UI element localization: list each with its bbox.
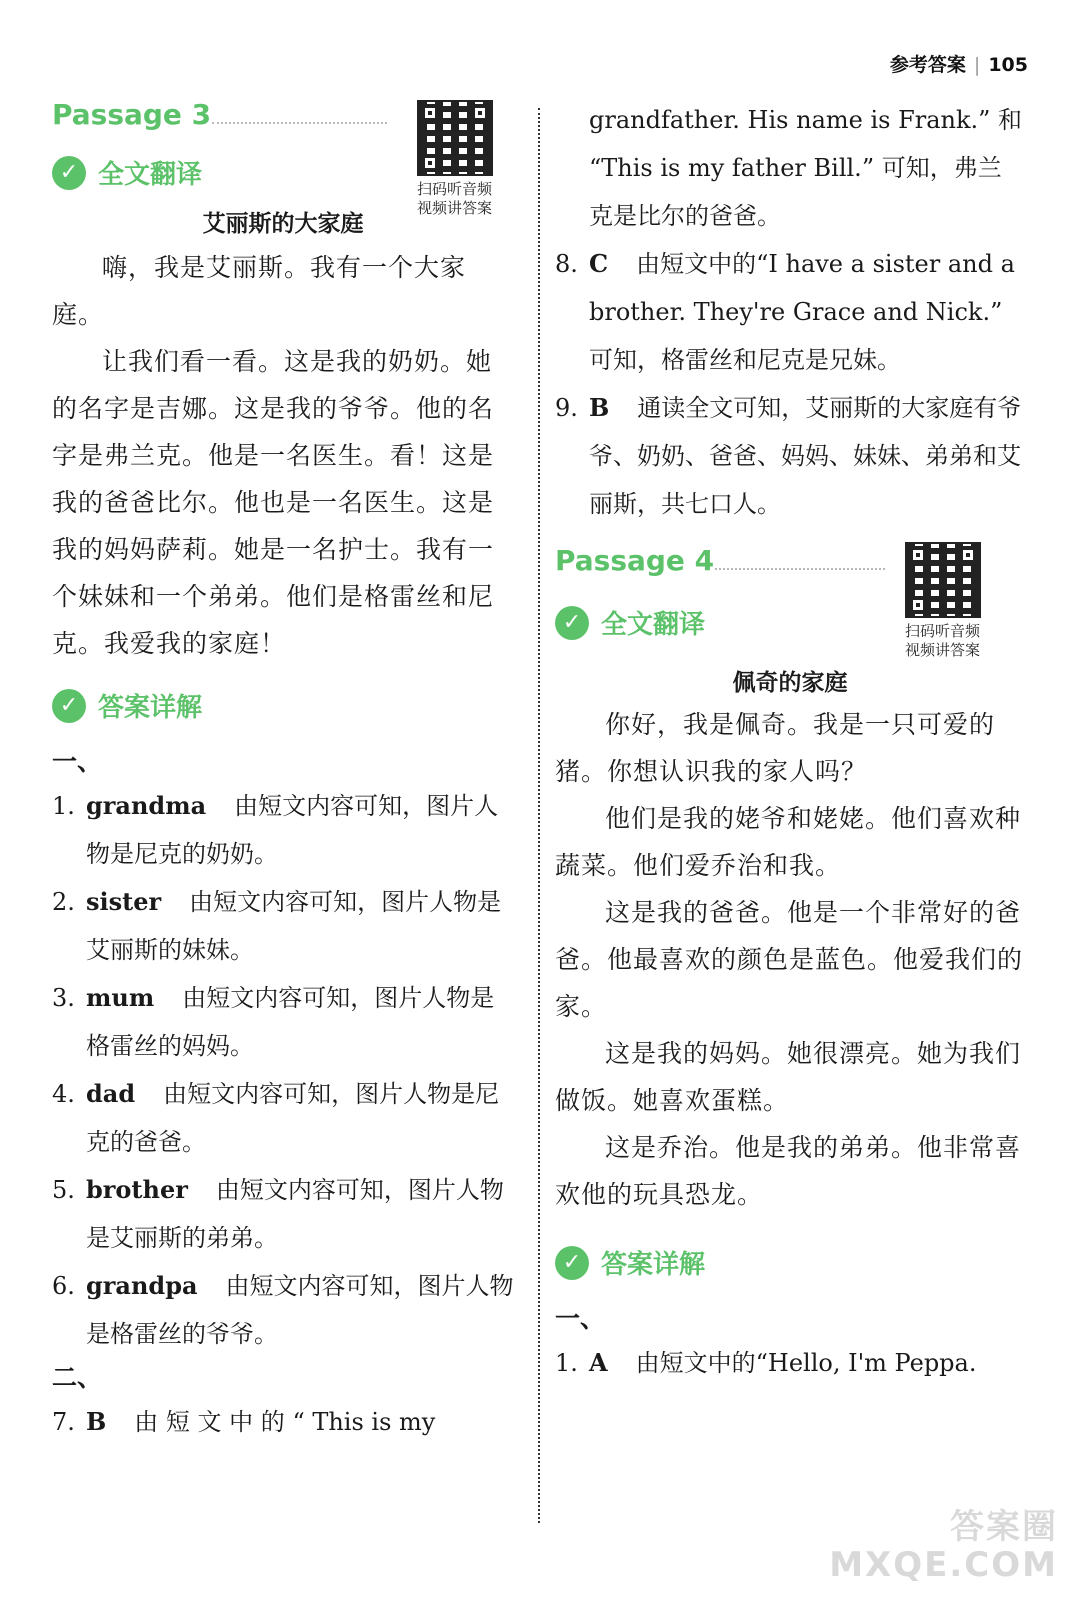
answer-number: 8. (555, 250, 578, 278)
answer-value: brother (86, 1175, 188, 1204)
answers-heading-label: 答案详解 (601, 1250, 706, 1280)
part-two-label: 二、 (52, 1363, 103, 1392)
answer-item (555, 384, 1025, 528)
dotted-rule (715, 568, 885, 570)
answers-heading (555, 1244, 1025, 1281)
story-paragraph: 你好，我是佩奇。我是一只可爱的猪。你想认识我的家人吗？ (555, 710, 996, 786)
answer-explanation: 由短文中的“Hello, I'm Peppa. (635, 1349, 977, 1377)
answer-explanation: 通读全文可知，艾丽斯的大家庭有爷爷、奶奶、爸爸、妈妈、妹妹、弟弟和艾丽斯，共七口人。 (589, 394, 1022, 518)
check-icon: ✓ (555, 606, 589, 640)
watermark-line-1: 答案圈 (950, 1507, 1058, 1547)
passage-title: Passage 4 (555, 544, 715, 577)
answer-value: B (86, 1407, 107, 1436)
header-separator: | (973, 54, 981, 76)
answer-value: B (589, 393, 610, 422)
answer-item (555, 1339, 1025, 1387)
qr-caption-line-2: 视频讲答案 (416, 199, 492, 217)
translation-heading (555, 604, 705, 641)
translation-heading-label: 全文翻译 (601, 610, 706, 640)
answer-value: C (589, 249, 609, 278)
answer-explanation: 由短文内容可知，图片人物是尼克的爸爸。 (86, 1080, 500, 1156)
answer-value: grandpa (86, 1271, 198, 1300)
answer-number: 1. (52, 792, 75, 820)
answer-explanation: 由短文中的“I have a sister and a brother. They're Grace and Nick.” 可知，格雷丝和尼克是兄妹。 (589, 250, 1015, 374)
answer-explanation: 由短文内容可知，图片人物是艾丽斯的妹妹。 (86, 888, 502, 964)
qr-caption-line-1: 扫码听音频 (904, 622, 980, 640)
story-paragraph: 这是我的妈妈。她很漂亮。她为我们做饭。她喜欢蛋糕。 (555, 1039, 1022, 1115)
answer-number: 1. (555, 1349, 578, 1377)
right-column (555, 96, 1025, 1387)
answer-item (52, 878, 514, 974)
column-divider (538, 108, 540, 1523)
answer-explanation: 由短文内容可知，图片人物是尼克的奶奶。 (86, 792, 499, 868)
answer-number: 6. (52, 1272, 75, 1300)
answer-value: sister (86, 887, 162, 916)
answer-explanation: grandfather. His name is Frank.” 和 “This is my father Bill.” 可知，弗兰克是比尔的爸爸。 (589, 106, 1023, 230)
answer-value: dad (86, 1079, 136, 1108)
answer-explanation: 由短文内容可知，图片人物是格雷丝的妈妈。 (86, 984, 495, 1060)
answer-item (52, 974, 514, 1070)
answer-item (555, 240, 1025, 384)
part-one-label: 一、 (555, 1304, 606, 1333)
check-icon: ✓ (555, 1246, 589, 1280)
passage-4-header (555, 542, 1025, 658)
dotted-rule (212, 122, 387, 124)
answer-number: 5. (52, 1176, 75, 1204)
answer-value: grandma (86, 791, 207, 820)
story-paragraph: 这是我的爸爸。他是一个非常好的爸爸。他最喜欢的颜色是蓝色。他爱我们的家。 (555, 898, 1024, 1021)
answer-value: A (589, 1348, 608, 1377)
page-number: 105 (988, 54, 1028, 76)
qr-block[interactable] (895, 542, 990, 660)
story-paragraph: 他们是我的姥爷和姥姥。他们喜欢种蔬菜。他们爱乔治和我。 (555, 804, 1022, 880)
answer-item (52, 1262, 514, 1358)
answer-value: mum (86, 983, 155, 1012)
translation-heading-label: 全文翻译 (98, 160, 203, 190)
answer-explanation: 由短文内容可知，图片人物是格雷丝的爷爷。 (86, 1272, 514, 1348)
answer-item (52, 1166, 514, 1262)
answer-number: 3. (52, 984, 75, 1012)
answer-item (52, 782, 514, 878)
story-paragraph: 让我们看一看。这是我的奶奶。她的名字是吉娜。这是我的爷爷。他的名字是弗兰克。他是一名医生。看！这是我的爸爸比尔。他也是一名医生。这是我的妈妈萨莉。她是一名护士。我有一个妹妹和一个弟弟。他们是格雷丝和尼克。我爱我的家庭！ (52, 347, 495, 658)
check-icon: ✓ (52, 156, 86, 190)
qr-code-icon[interactable] (417, 100, 493, 176)
qr-block[interactable] (407, 100, 502, 218)
part-one-label: 一、 (52, 747, 103, 776)
answer-explanation: 由短文内容可知，图片人物是艾丽斯的弟弟。 (86, 1176, 504, 1252)
answer-number: 7. (52, 1408, 75, 1436)
answer-number: 4. (52, 1080, 75, 1108)
story-paragraph: 嗨，我是艾丽斯。我有一个大家庭。 (52, 253, 467, 329)
header-section: 参考答案 (889, 54, 966, 76)
answers-heading-label: 答案详解 (98, 693, 203, 723)
answers-heading (52, 687, 514, 724)
left-column (52, 96, 514, 1446)
story-paragraph: 这是乔治。他是我的弟弟。他非常喜欢他的玩具恐龙。 (555, 1133, 1022, 1209)
qr-caption-line-1: 扫码听音频 (416, 180, 492, 198)
answer-explanation: 由 短 文 中 的 “ This is my (134, 1408, 436, 1436)
check-icon: ✓ (52, 689, 86, 723)
qr-caption (407, 180, 502, 218)
answer-number: 2. (52, 888, 75, 916)
qr-caption (895, 622, 990, 660)
story-title: 艾丽斯的大家庭 (202, 211, 364, 237)
passage-title: Passage 3 (52, 98, 212, 131)
answer-number: 9. (555, 394, 578, 422)
page-header (890, 50, 1028, 77)
answer-item (52, 1398, 514, 1446)
qr-code-icon[interactable] (905, 542, 981, 618)
answer-item (52, 1070, 514, 1166)
watermark-logo (829, 1508, 1058, 1584)
answer-item-continued (555, 96, 1025, 240)
story-title: 佩奇的家庭 (732, 670, 848, 696)
qr-caption-line-2: 视频讲答案 (904, 641, 980, 659)
watermark-line-2: MXQE.COM (829, 1545, 1058, 1585)
